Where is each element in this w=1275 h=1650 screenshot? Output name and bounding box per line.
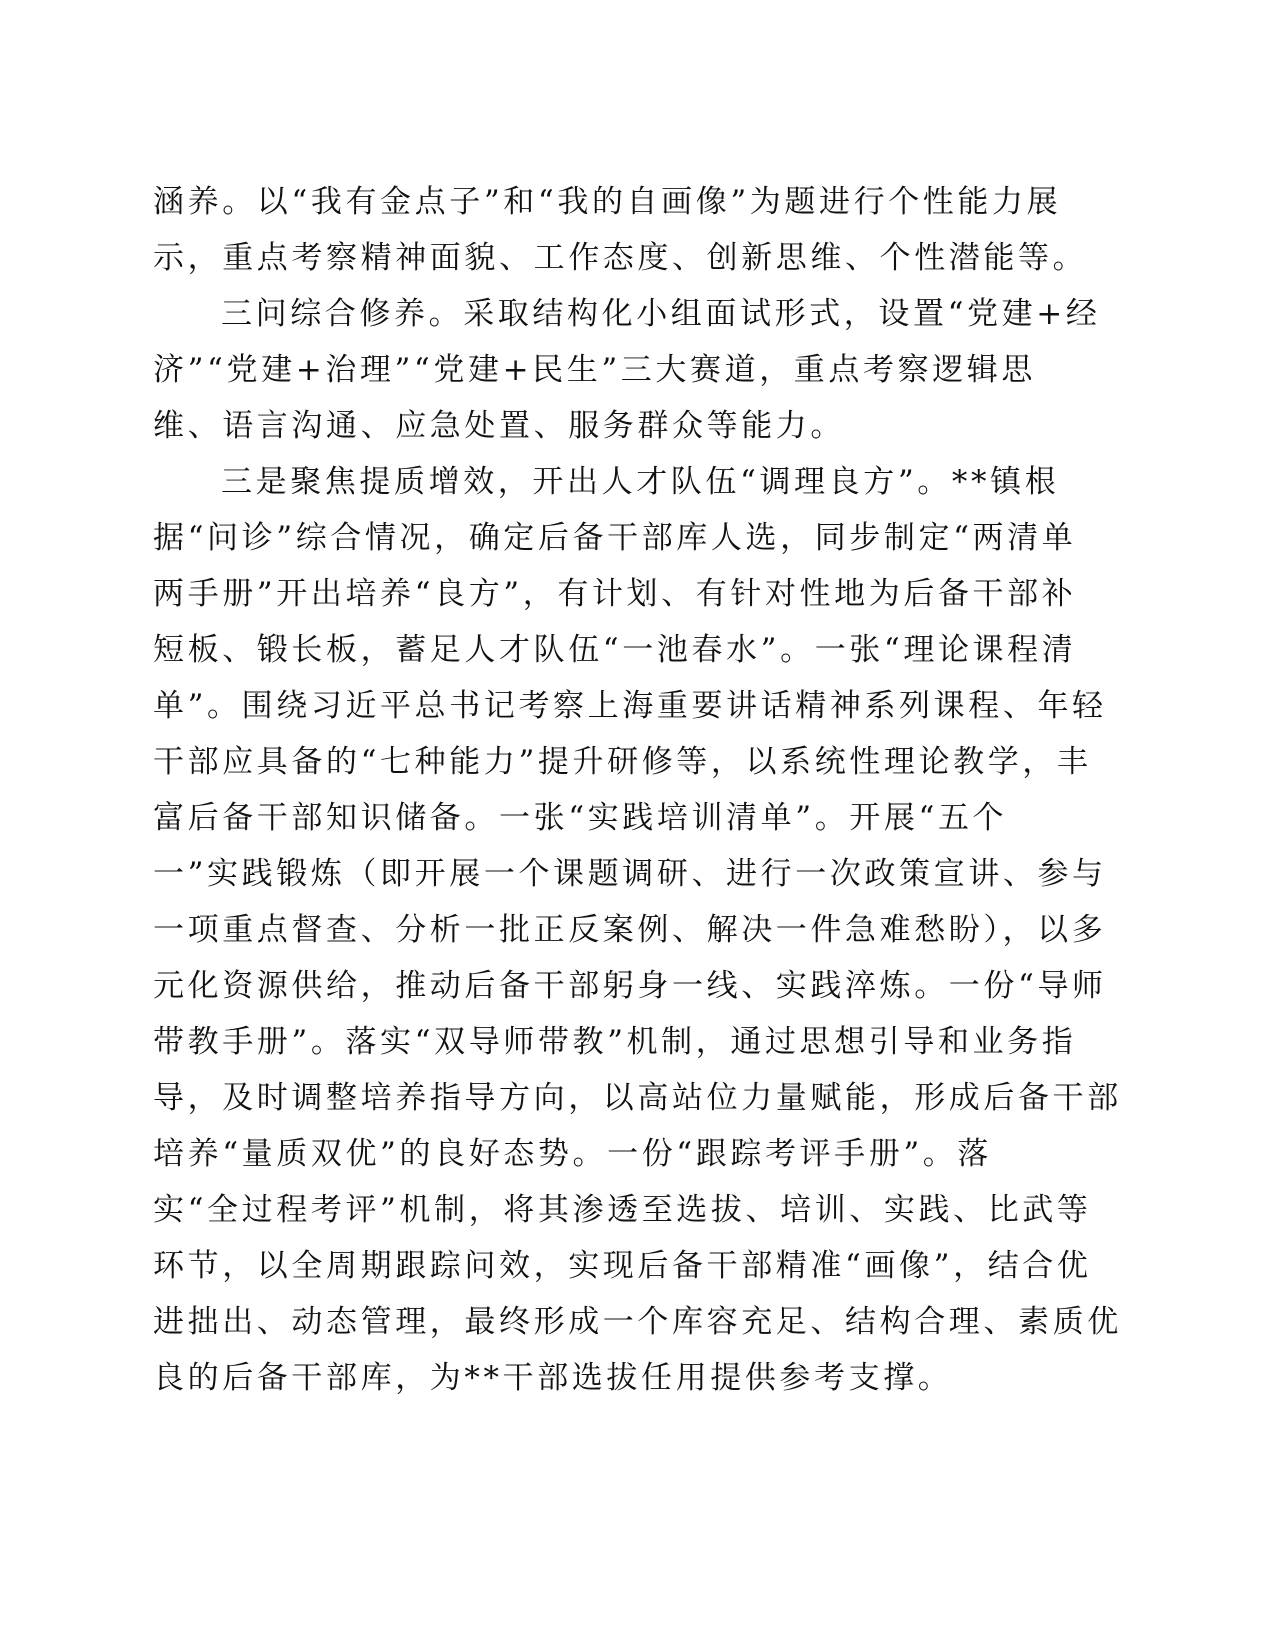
text-line: 两手册”开出培养“良方”，有计划、有针对性地为后备干部补 [153, 576, 1077, 612]
text-line: 富后备干部知识储备。一张“实践培训清单”。开展“五个 [153, 800, 1008, 836]
text-line: 单”。围绕习近平总书记考察上海重要讲话精神系列课程、年轻 [153, 688, 1107, 724]
text-line: 济”“党建+治理”“党建+民生”三大赛道，重点考察逻辑思 [153, 352, 1036, 388]
text-line: 实“全过程考评”机制，将其渗透至选拔、培训、实践、比武等 [153, 1192, 1092, 1228]
text-line: 导，及时调整培养指导方向，以高站位力量赋能，形成后备干部 [153, 1080, 1122, 1116]
text-line: 示，重点考察精神面貌、工作态度、创新思维、个性潜能等。 [153, 240, 1088, 276]
text-line: 培养“量质双优”的良好态势。一份“跟踪考评手册”。落 [153, 1136, 992, 1172]
text-line: 带教手册”。落实“双导师带教”机制，通过思想引导和业务指 [153, 1024, 1077, 1060]
paragraph-start-line: 三问综合修养。采取结构化小组面试形式，设置“党建+经 [221, 296, 1101, 332]
text-line: 环节，以全周期跟踪问效，实现后备干部精准“画像”，结合优 [153, 1248, 1092, 1284]
text-line: 据“问诊”综合情况，确定后备干部库人选，同步制定“两清单 [153, 520, 1077, 556]
text-line: 维、语言沟通、应急处置、服务群众等能力。 [153, 408, 845, 444]
text-line: 良的后备干部库，为**干部选拔任用提供参考支撑。 [153, 1360, 953, 1396]
text-line: 涵养。以“我有金点子”和“我的自画像”为题进行个性能力展 [153, 184, 1062, 220]
text-line: 进拙出、动态管理，最终形成一个库容充足、结构合理、素质优 [153, 1304, 1122, 1340]
paragraph-start-line: 三是聚焦提质增效，开出人才队伍“调理良方”。**镇根 [221, 464, 1060, 500]
text-line: 一项重点督查、分析一批正反案例、解决一件急难愁盼），以多 [153, 912, 1107, 948]
text-line: 干部应具备的“七种能力”提升研修等，以系统性理论教学，丰 [153, 744, 1092, 780]
text-line: 元化资源供给，推动后备干部躬身一线、实践淬炼。一份“导师 [153, 968, 1107, 1004]
text-line: 短板、锻长板，蓄足人才队伍“一池春水”。一张“理论课程清 [153, 632, 1077, 668]
text-line: 一”实践锻炼（即开展一个课题调研、进行一次政策宣讲、参与 [153, 856, 1107, 892]
